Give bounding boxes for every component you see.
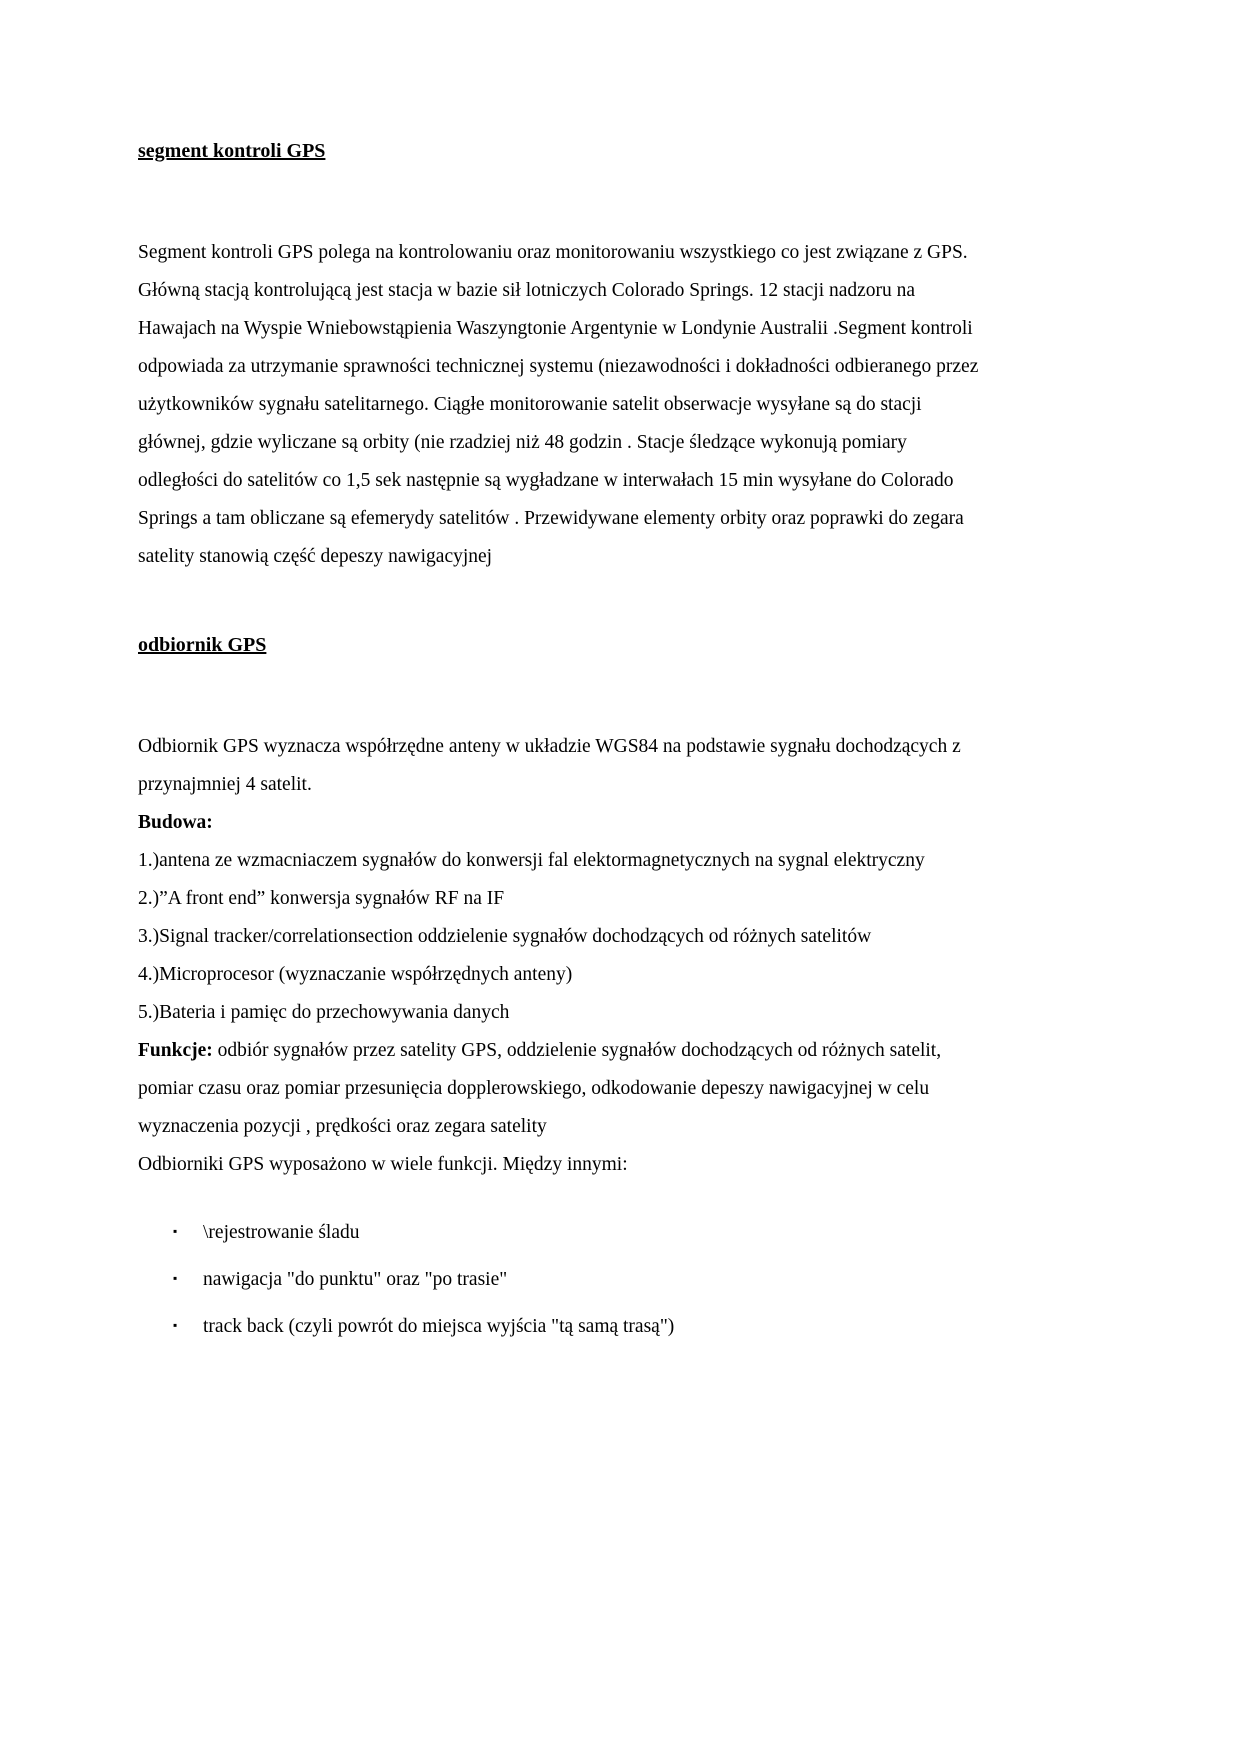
heading-segment-kontroli-gps: segment kontroli GPS xyxy=(138,140,326,162)
budowa-item-4: 4.)Microprocesor (wyznaczanie współrzędnych anteny) xyxy=(138,964,573,985)
document-body xyxy=(138,138,983,1347)
bullet-square-icon: ▪ xyxy=(173,1271,178,1285)
bullet-text: track back (czyli powrót do miejsca wyjścia "tą samą trasą") xyxy=(203,1316,675,1337)
list-item xyxy=(173,1214,983,1253)
heading-odbiornik-gps: odbiornik GPS xyxy=(138,634,267,656)
bullet-square-icon: ▪ xyxy=(173,1318,178,1332)
bullet-square-icon: ▪ xyxy=(173,1224,178,1238)
budowa-list xyxy=(138,842,983,1032)
paragraph-funkcje xyxy=(138,1032,983,1146)
features-bullet-list xyxy=(138,1214,983,1347)
budowa-item-2: 2.)”A front end” konwersja sygnałów RF na IF xyxy=(138,888,505,909)
budowa-item-3: 3.)Signal tracker/correlationsection oddzielenie sygnałów dochodzących od różnych satelitów xyxy=(138,926,872,947)
label-budowa: Budowa: xyxy=(138,812,213,833)
bullet-text: nawigacja "do punktu" oraz "po trasie" xyxy=(203,1269,508,1290)
label-funkcje: Funkcje: xyxy=(138,1040,213,1061)
paragraph-control-segment: Segment kontroli GPS polega na kontrolowaniu oraz monitorowaniu wszystkiego co jest związane z GPS. Główną stacją kontrolującą jest stacja w bazie sił lotniczych Colorado Springs. 12 stacji nadzoru na Hawajach na Wyspie Wniebowstąpienia Waszyngtonie Argentynie w Londynie Australii .Segment kontroli odpowiada za utrzymanie sprawności technicznej systemu (niezawodności i dokładności odbieranego przez użytkowników sygnału satelitarnego. Ciągłe monitorowanie satelit obserwacje wysyłane są do stacji głównej, gdzie wyliczane są orbity (nie rzadziej niż 48 godzin . Stacje śledzące wykonują pomiary odległości do satelitów co 1,5 sek następnie są wygładzane w interwałach 15 min wysyłane do Colorado Springs a tam obliczane są efemerydy satelitów . Przewidywane elementy orbity oraz poprawki do zegara satelity stanowią część depeszy nawigacyjnej xyxy=(138,242,979,567)
paragraph-funkcje-line2: Odbiorniki GPS wyposażono w wiele funkcji. Między innymi: xyxy=(138,1154,628,1175)
bullet-text: \rejestrowanie śladu xyxy=(203,1222,360,1243)
budowa-item-1: 1.)antena ze wzmacniaczem sygnałów do konwersji fal elektormagnetycznych na sygnal elektryczny xyxy=(138,850,925,871)
funkcje-text: odbiór sygnałów przez satelity GPS, oddzielenie sygnałów dochodzących od różnych satelit, pomiar czasu oraz pomiar przesunięcia dopplerowskiego, odkodowanie depeszy nawigacyjnej w celu wyznaczenia pozycji , prędkości oraz zegara satelity xyxy=(138,1040,942,1137)
list-item xyxy=(173,1261,983,1300)
paragraph-receiver-intro: Odbiornik GPS wyznacza współrzędne anteny w układzie WGS84 na podstawie sygnału dochodzących z przynajmniej 4 satelit. xyxy=(138,736,961,795)
list-item xyxy=(173,1308,983,1347)
budowa-item-5: 5.)Bateria i pamięc do przechowywania danych xyxy=(138,1002,510,1023)
